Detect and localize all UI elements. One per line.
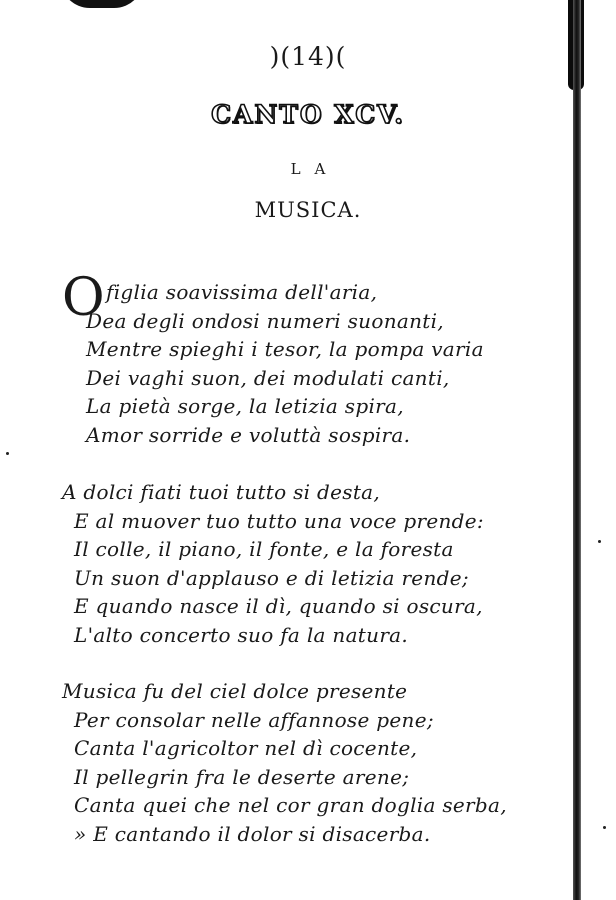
canto-title: CANTO XCV. [211,100,405,129]
verse-line: E al muover tuo tutto una voce prende: [74,508,484,533]
page-number: )(14)( [269,42,347,71]
verse-line: L'alto concerto suo fa la natura. [74,622,409,647]
verse-line: Il colle, il piano, il fonte, e la foresta [74,537,454,562]
drop-cap: O [62,268,105,328]
verse-line: Canta l'agricoltor nel dì cocente, [74,736,418,761]
verse-line: Il pellegrin fra le deserte arene; [74,764,410,789]
verse-line: Mentre spieghi i tesor, la pompa varia [86,337,484,362]
verse-line: » E cantando il dolor si disacerba. [74,821,431,846]
stanza-2 [62,478,562,650]
verse-line: Dei vaghi suon, dei modulati canti, [86,365,450,390]
paper-speck [603,826,606,829]
page-binding-gutter [573,0,581,900]
ink-blot-decoration [60,0,144,8]
verse-line: La pietà sorge, la letizia spira, [86,394,404,419]
verse-line: A dolci fiati tuoi tutto si desta, [62,480,381,504]
stanza-3 [62,677,562,849]
verse-line: Canta quei che nel cor gran doglia serba, [74,793,507,818]
paper-speck [6,452,9,455]
paper-speck [598,540,601,543]
verse-line: Amor sorride e voluttà sospira. [86,422,411,447]
verse-line: Un suon d'applauso e di letizia rende; [74,565,469,590]
verse-line: Per consolar nelle affannose pene; [74,707,434,732]
verse-line: E quando nasce il dì, quando si oscura, [74,594,483,619]
stanza-1 [62,268,562,450]
verse-line: Dea degli ondosi numeri suonanti, [86,308,444,333]
poem-title-article: LA [290,160,340,178]
verse-line: Musica fu del ciel dolce presente [62,679,408,703]
poem-title: MUSICA. [254,198,362,222]
verse-line: O figlia soavissima dell'aria, [62,268,378,328]
